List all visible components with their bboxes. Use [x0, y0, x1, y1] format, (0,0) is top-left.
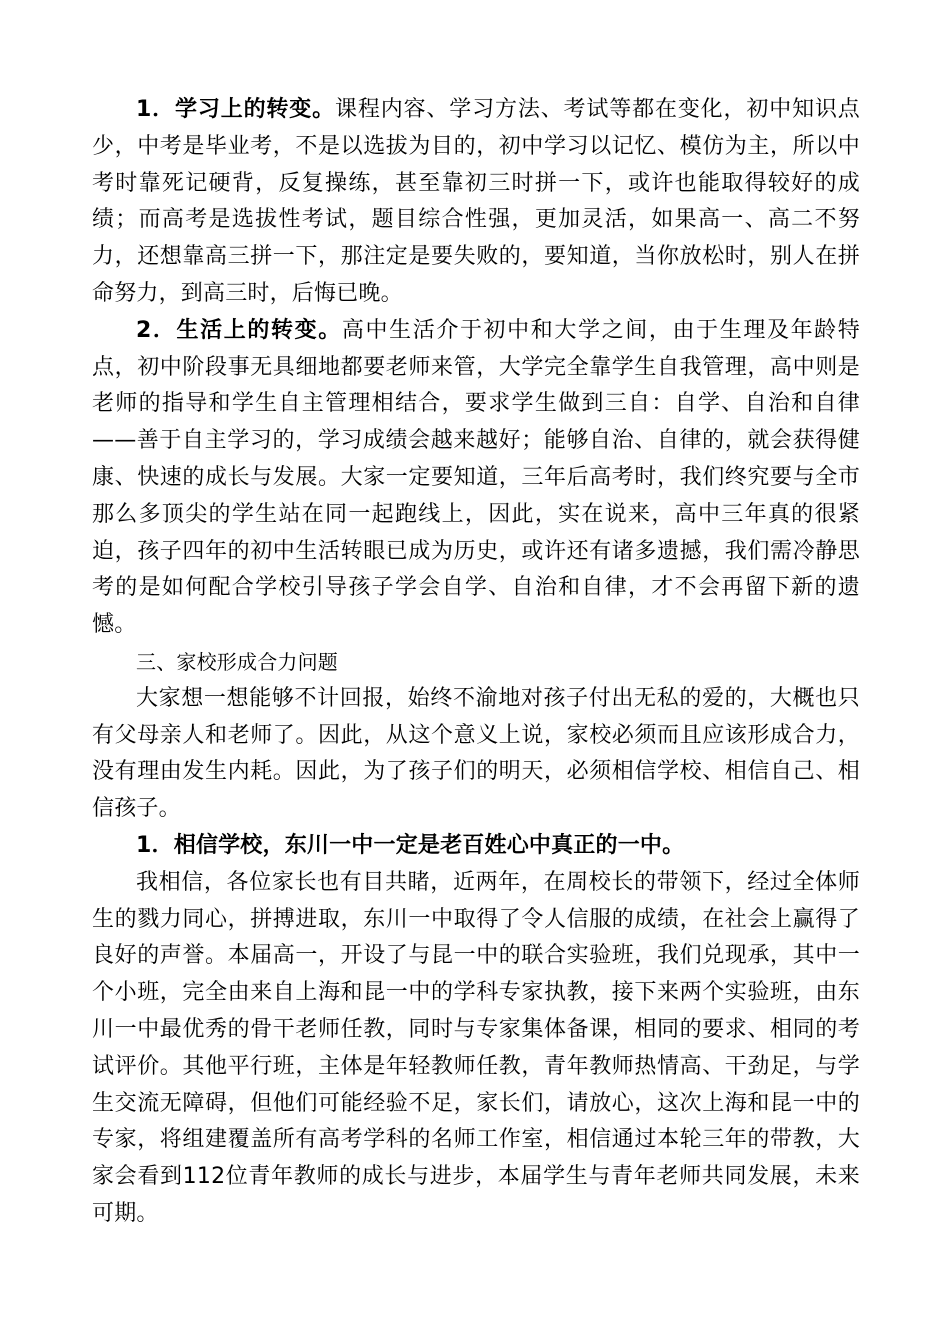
- paragraph-study-change: [92, 92, 860, 313]
- paragraph-text: 我相信，各位家长也有目共睹，近两年，在周校长的带领下，经过全体师生的戮力同心，拼搏进取，东川一中取得了令人信服的成绩，在社会上赢得了良好的声誉。本届高一，开设了与昆一中的联合实验班，我们兑现承，其中一个小班，完全由来自上海和昆一中的学科专家执教，接下来两个实验班，由东川一中最优秀的骨干老师任教，同时与专家集体备课，相同的要求、相同的考试评价。其他平行班，主体是年轻教师任教，青年教师热情高、干劲足，与学生交流无障碍，但他们可能经验不足，家长们，请放心，这次上海和昆一中的专家，将组建覆盖所有高考学科的名师工作室，相信通过本轮三年的带教，大家会看到112位青年教师的成长与进步，本届学生与青年老师共同发展，未来可期。: [92, 869, 860, 1226]
- paragraph-text: 大家想一想能够不计回报，始终不渝地对孩子付出无私的爱的，大概也只有父母亲人和老师了。因此，从这个意义上说，家校必须而且应该形成合力，没有理由发生内耗。因此，为了孩子们的明天，必须相信学校、相信自己、相信孩子。: [92, 685, 860, 822]
- paragraph-trust-school: [92, 828, 860, 865]
- paragraph-home-school: [92, 681, 860, 828]
- paragraph-lead: 2．生活上的转变。: [136, 317, 342, 343]
- section-heading: 三、家校形成合力问题: [136, 649, 338, 674]
- paragraph-school-achievements: [92, 865, 860, 1233]
- paragraph-lead: 1．相信学校，东川一中一定是老百姓心中真正的一中。: [136, 832, 685, 858]
- paragraph-lead: 1．学习上的转变。: [136, 97, 335, 122]
- document-body: [92, 92, 860, 1233]
- paragraph-text: 高中生活介于初中和大学之间，由于生理及年龄特点，初中阶段事无具细地都要老师来管，大学完全靠学生自我管理，高中则是老师的指导和学生自主管理相结合，要求学生做到三自：自学、自治和自律——善于自主学习的，学习成绩会越来越好；能够自治、自律的，就会获得健康、快速的成长与发展。大家一定要知道，三年后高考时，我们终究要与全市那么多顶尖的学生站在同一起跑线上，因此，实在说来，高中三年真的很紧迫，孩子四年的初中生活转眼已成为历史，或许还有诸多遗撼，我们需冷静思考的是如何配合学校引导孩子学会自学、自治和自律，才不会再留下新的遗憾。: [92, 317, 861, 638]
- paragraph-text: 课程内容、学习方法、考试等都在变化，初中知识点少，中考是毕业考，不是以选拔为目的，初中学习以记忆、模仿为主，所以中考时靠死记硬背，反复操练，甚至靠初三时拼一下，或许也能取得较好的成绩；而高考是选拔性考试，题目综合性强，更加灵活，如果高一、高二不努力，还想靠高三拼一下，那注定是要失败的，要知道，当你放松时，别人在拼命努力，到高三时，后悔已晚。: [92, 97, 860, 306]
- paragraph-life-change: [92, 313, 860, 644]
